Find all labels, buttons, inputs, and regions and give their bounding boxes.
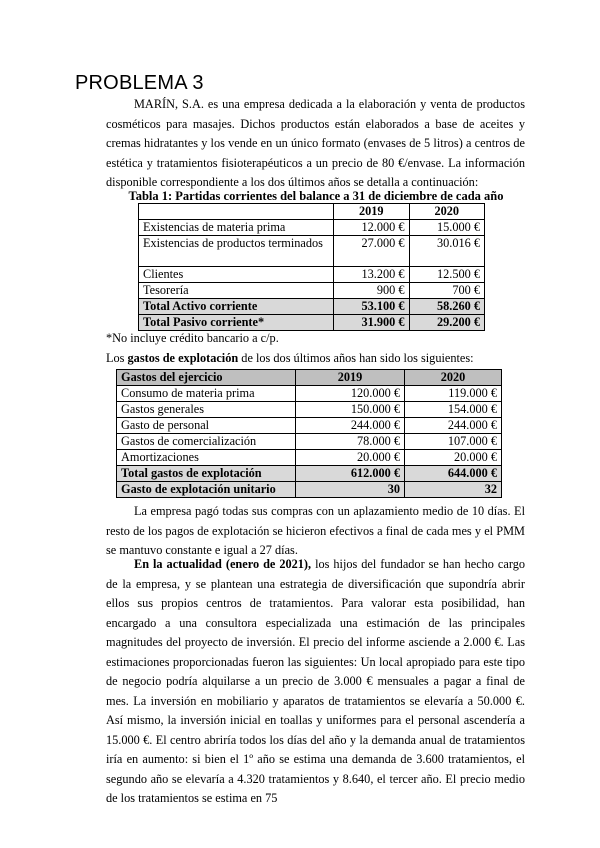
table-cell: Existencias de productos terminados — [139, 236, 334, 267]
table-header-cell: 2019 — [296, 370, 405, 386]
table-cell: Gasto de explotación unitario — [117, 482, 296, 498]
table-cell: 107.000 € — [405, 434, 502, 450]
table-row — [117, 434, 502, 450]
table-cell: 32 — [405, 482, 502, 498]
table-cell: Existencias de materia prima — [139, 220, 334, 236]
table-cell: Clientes — [139, 267, 334, 283]
table-row — [139, 236, 485, 267]
table-cell: 612.000 € — [296, 466, 405, 482]
table-cell: 154.000 € — [405, 402, 502, 418]
table-cell: Total gastos de explotación — [117, 466, 296, 482]
table-cell: 20.000 € — [405, 450, 502, 466]
table-cell: 53.100 € — [334, 299, 410, 315]
project-text: los hijos del fundador se han hecho cargo de la empresa, y se plantean una estrategia de diversificación que supondría abrir ellos sus propios centros de tratamientos. Para valorar esta posibilidad, han encargado a una consultora especializada una estimación de las principales magnitudes del proyecto de inversión. El precio del informe asciende a 2.000 €. Las estimaciones proporcionadas fueron las siguientes: Un local apropiado para este tipo de negocio podría alquilarse a un precio de 3.000 € mensuales a pagar a final de mes. La inversión en mobiliario y aparatos de tratamientos se elevaría a 50.000 €. Así mismo, la inversión inicial en toallas y uniformes para el personal ascendería a 15.000 €. El centro abriría todos los días del año y la demanda anual de tratamientos iría en aumento: si bien el 1º año se estima una demanda de 3.600 tratamientos, el segundo año se elevaría a 4.320 tratamientos y 8.640, el tercer año. El precio medio de los tratamientos se estima en 75 — [106, 557, 525, 805]
table-cell: Total Activo corriente — [139, 299, 334, 315]
table-cell: 13.200 € — [334, 267, 410, 283]
table-total-row — [117, 482, 502, 498]
payments-text: La empresa pagó todas sus compras con un aplazamiento medio de 10 días. El resto de los pagos de explotación se hicieron efectivos a final de cada mes y el PMM se mantuvo constante e igual a 27 días. — [106, 504, 525, 557]
table-total-row — [117, 466, 502, 482]
table-row — [117, 418, 502, 434]
expenses-intro — [106, 351, 474, 366]
table-row — [139, 220, 485, 236]
table-cell: 27.000 € — [334, 236, 410, 267]
expenses-intro-pre: Los — [106, 351, 128, 365]
table-header-row — [139, 204, 485, 220]
table-cell: 900 € — [334, 283, 410, 299]
expenses-table — [116, 369, 502, 498]
table1-caption: Tabla 1: Partidas corrientes del balance a 31 de diciembre de cada año — [128, 189, 504, 203]
table-row — [139, 267, 485, 283]
table-cell: 244.000 € — [296, 418, 405, 434]
table-cell: 31.900 € — [334, 315, 410, 331]
table-header-cell — [139, 204, 334, 220]
payments-paragraph — [106, 502, 525, 561]
table-cell: 700 € — [409, 283, 485, 299]
table-header-cell: 2020 — [409, 204, 485, 220]
table-row — [117, 450, 502, 466]
intro-text: MARÍN, S.A. es una empresa dedicada a la elaboración y venta de productos cosméticos para masajes. Dichos productos están elaborados a base de aceites y cremas hidratantes y los vende en un único formato (envases de 5 litros) a centros de estética y tratamientos fisioterapéuticos a un precio de 80 €/envase. La información disponible correspondiente a los dos últimos años se detalla a continuación: — [106, 97, 525, 189]
table-row — [117, 402, 502, 418]
table-cell: 29.200 € — [409, 315, 485, 331]
table-cell: 58.260 € — [409, 299, 485, 315]
table-cell: 12.000 € — [334, 220, 410, 236]
table-cell: 12.500 € — [409, 267, 485, 283]
table-cell: 244.000 € — [405, 418, 502, 434]
table-cell: Amortizaciones — [117, 450, 296, 466]
table-cell: Gasto de personal — [117, 418, 296, 434]
table-row — [139, 283, 485, 299]
table-cell: Tesorería — [139, 283, 334, 299]
table-cell: 30.016 € — [409, 236, 485, 267]
table-cell: Gastos generales — [117, 402, 296, 418]
table-header-cell: Gastos del ejercicio — [117, 370, 296, 386]
expenses-intro-bold: gastos de explotación — [127, 351, 239, 365]
table-cell: 30 — [296, 482, 405, 498]
table-footnote: *No incluye crédito bancario a c/p. — [106, 331, 279, 345]
project-bold-lead: En la actualidad (enero de 2021), — [134, 557, 312, 571]
table-cell: Total Pasivo corriente* — [139, 315, 334, 331]
table-cell: 150.000 € — [296, 402, 405, 418]
expenses-intro-post: de los dos últimos años han sido los siguientes: — [238, 351, 474, 365]
table-cell: 120.000 € — [296, 386, 405, 402]
table-row — [117, 386, 502, 402]
page-title: PROBLEMA 3 — [75, 72, 204, 94]
table-cell: 644.000 € — [405, 466, 502, 482]
table-cell: 15.000 € — [409, 220, 485, 236]
project-paragraph — [106, 555, 525, 809]
table-total-row — [139, 315, 485, 331]
table-total-row — [139, 299, 485, 315]
table-cell: Gastos de comercialización — [117, 434, 296, 450]
table-header-row — [117, 370, 502, 386]
table-cell: Consumo de materia prima — [117, 386, 296, 402]
table-header-cell: 2019 — [334, 204, 410, 220]
table-cell: 20.000 € — [296, 450, 405, 466]
table-header-cell: 2020 — [405, 370, 502, 386]
table-cell: 78.000 € — [296, 434, 405, 450]
balance-table — [138, 203, 485, 331]
table-cell: 119.000 € — [405, 386, 502, 402]
intro-paragraph — [106, 95, 525, 193]
